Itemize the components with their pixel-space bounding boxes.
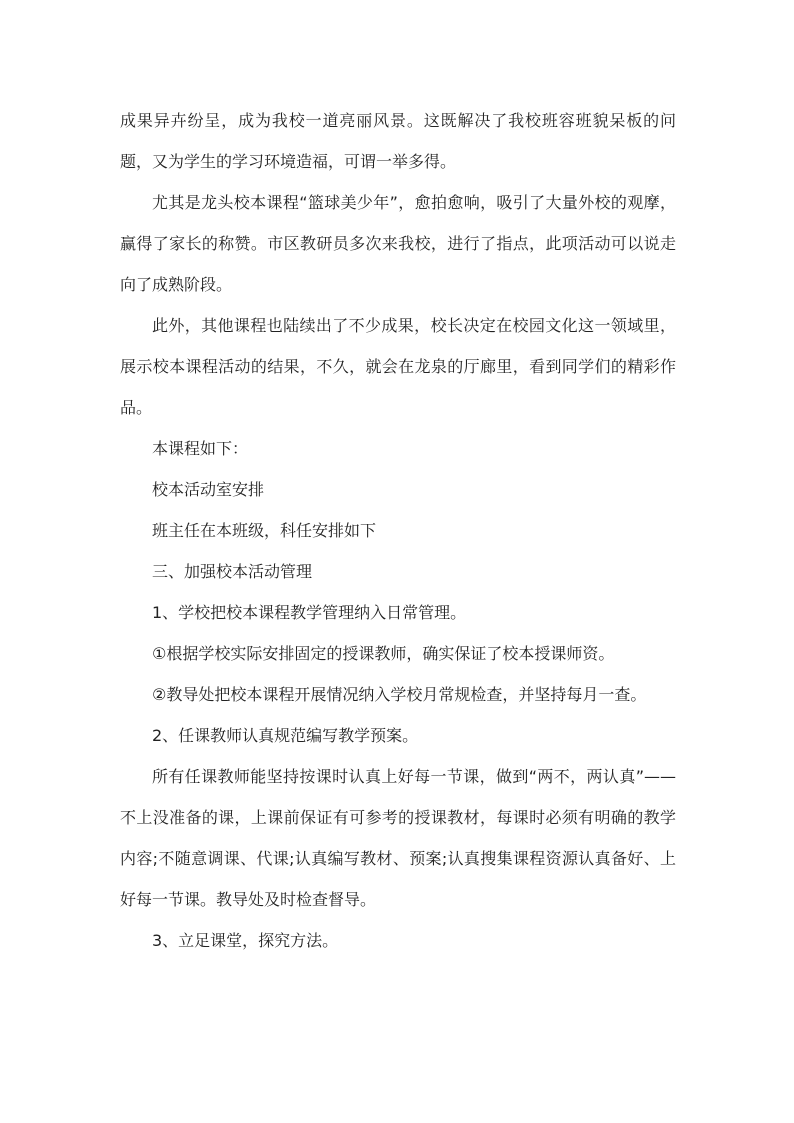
section-heading-management: 三、加强校本活动管理 <box>152 562 313 581</box>
paragraph-teacher-arrangement: 班主任在本班级，科任安排如下 <box>152 521 377 540</box>
sub-item-2: ②教导处把校本课程开展情况纳入学校月常规检查，并坚持每月一查。 <box>152 685 647 704</box>
paragraph-other-courses: 此外，其他课程也陆续出了不少成果，校长决定在校园文化这一领域里，展示校本课程活动的结果，不久，就会在龙泉的厅廊里，看到同学们的精彩作品。 <box>120 316 676 417</box>
paragraph-basketball-course: 尤其是龙头校本课程“篮球美少年”，愈拍愈响，吸引了大量外校的观摩，赢得了家长的称赞。市区教研员多次来我校，进行了指点，此项活动可以说走向了成熟阶段。 <box>120 193 676 294</box>
sub-item-1: ①根据学校实际安排固定的授课教师，确实保证了校本授课师资。 <box>152 644 615 663</box>
paragraph-teacher-requirements: 所有任课教师能坚持按课时认真上好每一节课，做到“两不，两认真”——不上没准备的课，上课前保证有可参考的授课教材，每课时必须有明确的教学内容;不随意调课、代课;认真编写教材、预案;认真搜集课程资源认真备好、上好每一节课。教导处及时检查督导。 <box>120 767 676 909</box>
document-body <box>120 100 676 961</box>
list-item-2: 2、任课教师认真规范编写教学预案。 <box>152 726 419 745</box>
paragraph-continuation: 成果异卉纷呈，成为我校一道亮丽风景。这既解决了我校班容班貌呆板的问题，又为学生的学习环境造福，可谓一举多得。 <box>120 111 676 171</box>
list-item-3: 3、立足课堂，探究方法。 <box>152 931 339 950</box>
list-item-1: 1、学校把校本课程教学管理纳入日常管理。 <box>152 603 467 622</box>
paragraph-room-arrangement: 校本活动室安排 <box>152 480 265 499</box>
paragraph-course-list-intro: 本课程如下： <box>152 439 249 458</box>
